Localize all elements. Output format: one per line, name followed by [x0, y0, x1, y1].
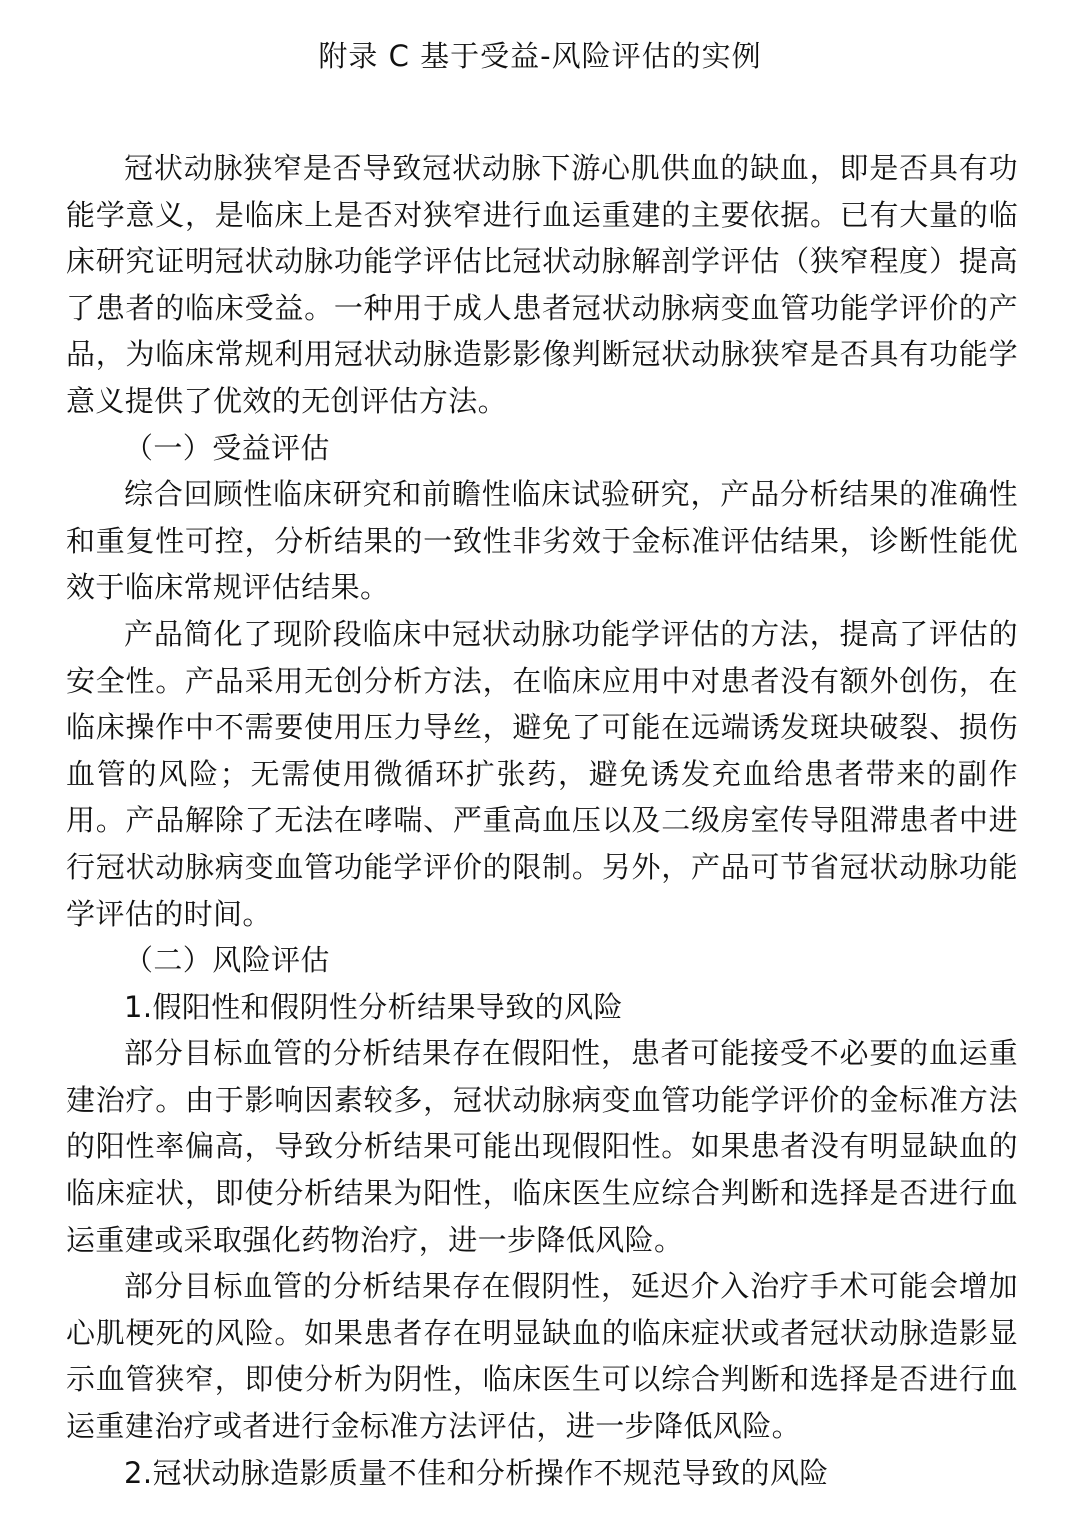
section-heading-risk: （二）风险评估	[124, 943, 330, 978]
paragraph-benefit-safety: 产品简化了现阶段临床中冠状动脉功能学评估的方法，提高了评估的安全性。产品采用无创分析方法，在临床应用中对患者没有额外创伤，在临床操作中不需要使用压力导丝，避免了可能在远端诱发斑块破裂、损伤血管的风险；无需使用微循环扩张药，避免诱发充血给患者带来的副作用。产品解除了无法在哮喘、严重高血压以及二级房室传导阻滞患者中进行冠状动脉病变血管功能学评价的限制。另外，产品可节省冠状动脉功能学评估的时间。	[66, 616, 1018, 931]
paragraph-benefit-results: 综合回顾性临床研究和前瞻性临床试验研究，产品分析结果的准确性和重复性可控，分析结果的一致性非劣效于金标准评估结果，诊断性能优效于临床常规评估结果。	[66, 477, 1018, 605]
section-heading-benefit: （一）受益评估	[124, 430, 330, 465]
document-body	[66, 145, 1018, 1496]
paragraph-false-negative: 部分目标血管的分析结果存在假阴性，延迟介入治疗手术可能会增加心肌梗死的风险。如果患者存在明显缺血的临床症状或者冠状动脉造影显示血管狭窄，即使分析为阴性，临床医生可以综合判断和选择是否进行血运重建治疗或者进行金标准方法评估，进一步降低风险。	[66, 1269, 1018, 1444]
page-title: 附录 C 基于受益-风险评估的实例	[318, 39, 762, 73]
paragraph-intro: 冠状动脉狭窄是否导致冠状动脉下游心肌供血的缺血，即是否具有功能学意义，是临床上是否对狭窄进行血运重建的主要依据。已有大量的临床研究证明冠状动脉功能学评估比冠状动脉解剖学评估（狭窄程度）提高了患者的临床受益。一种用于成人患者冠状动脉病变血管功能学评价的产品，为临床常规利用冠状动脉造影影像判断冠状动脉狭窄是否具有功能学意义提供了优效的无创评估方法。	[66, 151, 1018, 418]
subheading-false-results: 1.假阳性和假阴性分析结果导致的风险	[124, 989, 623, 1024]
paragraph-false-positive: 部分目标血管的分析结果存在假阳性，患者可能接受不必要的血运重建治疗。由于影响因素较多，冠状动脉病变血管功能学评价的金标准方法的阳性率偏高，导致分析结果可能出现假阳性。如果患者没有明显缺血的临床症状，即使分析结果为阳性，临床医生应综合判断和选择是否进行血运重建或采取强化药物治疗，进一步降低风险。	[66, 1036, 1018, 1257]
subheading-angiography-quality: 2.冠状动脉造影质量不佳和分析操作不规范导致的风险	[124, 1455, 829, 1490]
